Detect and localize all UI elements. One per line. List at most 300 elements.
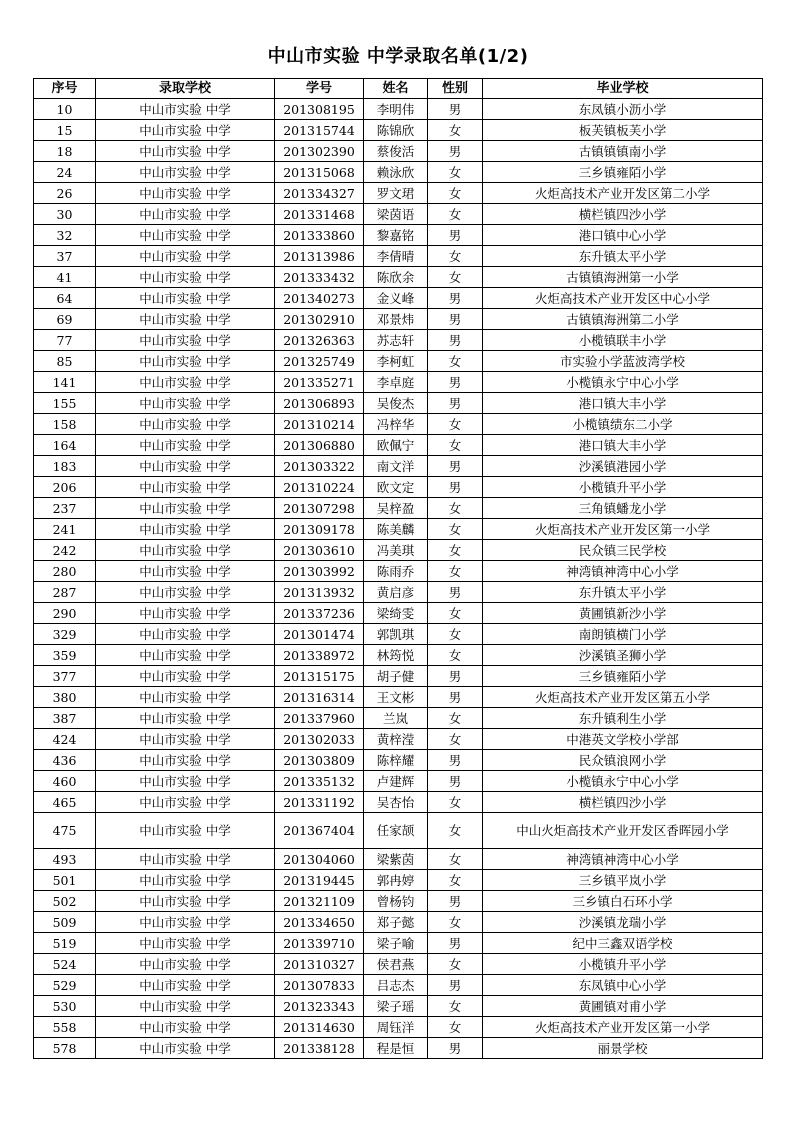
table-header-row bbox=[34, 79, 763, 99]
cell-name: 梁茵语 bbox=[364, 204, 428, 225]
cell-serial: 18 bbox=[34, 141, 96, 162]
cell-admitted-school: 中山市实验 中学 bbox=[96, 750, 275, 771]
cell-admitted-school: 中山市实验 中学 bbox=[96, 975, 275, 996]
cell-admitted-school: 中山市实验 中学 bbox=[96, 99, 275, 120]
table-row bbox=[34, 708, 763, 729]
cell-name: 梁紫茵 bbox=[364, 849, 428, 870]
cell-serial: 424 bbox=[34, 729, 96, 750]
table-row bbox=[34, 954, 763, 975]
table-row bbox=[34, 666, 763, 687]
cell-graduate-school: 黄圃镇新沙小学 bbox=[483, 603, 763, 624]
header-admitted-school: 录取学校 bbox=[96, 79, 275, 99]
table-row bbox=[34, 498, 763, 519]
cell-name: 邓景炜 bbox=[364, 309, 428, 330]
cell-admitted-school: 中山市实验 中学 bbox=[96, 912, 275, 933]
cell-admitted-school: 中山市实验 中学 bbox=[96, 603, 275, 624]
cell-serial: 183 bbox=[34, 456, 96, 477]
cell-gender: 男 bbox=[428, 330, 483, 351]
cell-admitted-school: 中山市实验 中学 bbox=[96, 393, 275, 414]
cell-student-id: 201337236 bbox=[275, 603, 364, 624]
cell-serial: 158 bbox=[34, 414, 96, 435]
cell-name: 吴俊杰 bbox=[364, 393, 428, 414]
header-serial: 序号 bbox=[34, 79, 96, 99]
table-row bbox=[34, 519, 763, 540]
cell-student-id: 201306880 bbox=[275, 435, 364, 456]
cell-student-id: 201315175 bbox=[275, 666, 364, 687]
cell-gender: 女 bbox=[428, 267, 483, 288]
cell-name: 郭冉婷 bbox=[364, 870, 428, 891]
admission-table bbox=[33, 78, 763, 1059]
cell-serial: 377 bbox=[34, 666, 96, 687]
cell-serial: 465 bbox=[34, 792, 96, 813]
cell-name: 罗文珺 bbox=[364, 183, 428, 204]
cell-serial: 77 bbox=[34, 330, 96, 351]
cell-name: 南文洋 bbox=[364, 456, 428, 477]
cell-name: 吴杏怡 bbox=[364, 792, 428, 813]
cell-name: 胡子健 bbox=[364, 666, 428, 687]
cell-gender: 男 bbox=[428, 975, 483, 996]
cell-serial: 10 bbox=[34, 99, 96, 120]
cell-student-id: 201333860 bbox=[275, 225, 364, 246]
cell-gender: 男 bbox=[428, 141, 483, 162]
cell-admitted-school: 中山市实验 中学 bbox=[96, 933, 275, 954]
table-row bbox=[34, 645, 763, 666]
cell-gender: 男 bbox=[428, 582, 483, 603]
cell-student-id: 201321109 bbox=[275, 891, 364, 912]
cell-graduate-school: 中山火炬高技术产业开发区香晖园小学 bbox=[483, 813, 763, 849]
cell-serial: 530 bbox=[34, 996, 96, 1017]
cell-gender: 男 bbox=[428, 666, 483, 687]
table-row bbox=[34, 372, 763, 393]
page-title: 中山市实验 中学录取名单(1/2) bbox=[267, 46, 529, 67]
cell-graduate-school: 港口镇中心小学 bbox=[483, 225, 763, 246]
cell-student-id: 201303610 bbox=[275, 540, 364, 561]
cell-serial: 287 bbox=[34, 582, 96, 603]
cell-serial: 32 bbox=[34, 225, 96, 246]
cell-student-id: 201302033 bbox=[275, 729, 364, 750]
cell-serial: 578 bbox=[34, 1038, 96, 1059]
cell-admitted-school: 中山市实验 中学 bbox=[96, 456, 275, 477]
cell-student-id: 201333432 bbox=[275, 267, 364, 288]
cell-serial: 558 bbox=[34, 1017, 96, 1038]
cell-name: 吴梓盈 bbox=[364, 498, 428, 519]
cell-graduate-school: 小榄镇联丰小学 bbox=[483, 330, 763, 351]
cell-name: 陈欣余 bbox=[364, 267, 428, 288]
cell-gender: 男 bbox=[428, 99, 483, 120]
cell-student-id: 201310327 bbox=[275, 954, 364, 975]
table-row bbox=[34, 1017, 763, 1038]
cell-admitted-school: 中山市实验 中学 bbox=[96, 225, 275, 246]
table-row bbox=[34, 414, 763, 435]
cell-student-id: 201313986 bbox=[275, 246, 364, 267]
header-gender: 性别 bbox=[428, 79, 483, 99]
cell-admitted-school: 中山市实验 中学 bbox=[96, 309, 275, 330]
cell-admitted-school: 中山市实验 中学 bbox=[96, 183, 275, 204]
cell-admitted-school: 中山市实验 中学 bbox=[96, 330, 275, 351]
cell-student-id: 201367404 bbox=[275, 813, 364, 849]
table-row bbox=[34, 687, 763, 708]
cell-gender: 女 bbox=[428, 351, 483, 372]
cell-name: 卢建辉 bbox=[364, 771, 428, 792]
cell-gender: 女 bbox=[428, 540, 483, 561]
cell-gender: 女 bbox=[428, 414, 483, 435]
cell-graduate-school: 沙溪镇港园小学 bbox=[483, 456, 763, 477]
cell-student-id: 201338972 bbox=[275, 645, 364, 666]
cell-gender: 男 bbox=[428, 750, 483, 771]
cell-admitted-school: 中山市实验 中学 bbox=[96, 771, 275, 792]
cell-gender: 女 bbox=[428, 645, 483, 666]
cell-name: 陈锦欣 bbox=[364, 120, 428, 141]
cell-admitted-school: 中山市实验 中学 bbox=[96, 687, 275, 708]
table-row bbox=[34, 351, 763, 372]
cell-name: 侯君燕 bbox=[364, 954, 428, 975]
cell-serial: 280 bbox=[34, 561, 96, 582]
cell-graduate-school: 民众镇三民学校 bbox=[483, 540, 763, 561]
cell-serial: 460 bbox=[34, 771, 96, 792]
table-row bbox=[34, 288, 763, 309]
cell-admitted-school: 中山市实验 中学 bbox=[96, 729, 275, 750]
cell-admitted-school: 中山市实验 中学 bbox=[96, 435, 275, 456]
cell-student-id: 201313932 bbox=[275, 582, 364, 603]
cell-name: 郭凯琪 bbox=[364, 624, 428, 645]
table-row bbox=[34, 246, 763, 267]
cell-serial: 502 bbox=[34, 891, 96, 912]
cell-graduate-school: 东升镇利生小学 bbox=[483, 708, 763, 729]
cell-serial: 436 bbox=[34, 750, 96, 771]
table-row bbox=[34, 330, 763, 351]
cell-serial: 529 bbox=[34, 975, 96, 996]
cell-admitted-school: 中山市实验 中学 bbox=[96, 267, 275, 288]
cell-graduate-school: 火炬高技术产业开发区第五小学 bbox=[483, 687, 763, 708]
cell-graduate-school: 小榄镇绩东二小学 bbox=[483, 414, 763, 435]
cell-graduate-school: 港口镇大丰小学 bbox=[483, 393, 763, 414]
cell-name: 陈美麟 bbox=[364, 519, 428, 540]
cell-serial: 37 bbox=[34, 246, 96, 267]
cell-graduate-school: 沙溪镇龙瑞小学 bbox=[483, 912, 763, 933]
cell-student-id: 201326363 bbox=[275, 330, 364, 351]
cell-student-id: 201315068 bbox=[275, 162, 364, 183]
table-row bbox=[34, 603, 763, 624]
table-row bbox=[34, 162, 763, 183]
table-row bbox=[34, 99, 763, 120]
table-row bbox=[34, 393, 763, 414]
table-row bbox=[34, 120, 763, 141]
cell-serial: 141 bbox=[34, 372, 96, 393]
cell-graduate-school: 中港英文学校小学部 bbox=[483, 729, 763, 750]
cell-admitted-school: 中山市实验 中学 bbox=[96, 813, 275, 849]
cell-student-id: 201302910 bbox=[275, 309, 364, 330]
cell-student-id: 201337960 bbox=[275, 708, 364, 729]
cell-graduate-school: 纪中三鑫双语学校 bbox=[483, 933, 763, 954]
cell-graduate-school: 火炬高技术产业开发区中心小学 bbox=[483, 288, 763, 309]
cell-name: 黄梓滢 bbox=[364, 729, 428, 750]
cell-student-id: 201323343 bbox=[275, 996, 364, 1017]
table-row bbox=[34, 309, 763, 330]
cell-serial: 237 bbox=[34, 498, 96, 519]
cell-graduate-school: 东凤镇小沥小学 bbox=[483, 99, 763, 120]
cell-gender: 男 bbox=[428, 933, 483, 954]
cell-gender: 男 bbox=[428, 309, 483, 330]
cell-student-id: 201303992 bbox=[275, 561, 364, 582]
cell-name: 冯梓华 bbox=[364, 414, 428, 435]
cell-serial: 242 bbox=[34, 540, 96, 561]
table-row bbox=[34, 225, 763, 246]
cell-name: 陈雨乔 bbox=[364, 561, 428, 582]
cell-gender: 男 bbox=[428, 456, 483, 477]
cell-serial: 493 bbox=[34, 849, 96, 870]
cell-graduate-school: 古镇镇海洲第二小学 bbox=[483, 309, 763, 330]
cell-graduate-school: 沙溪镇圣狮小学 bbox=[483, 645, 763, 666]
cell-gender: 女 bbox=[428, 849, 483, 870]
table-row bbox=[34, 540, 763, 561]
cell-gender: 女 bbox=[428, 912, 483, 933]
cell-serial: 501 bbox=[34, 870, 96, 891]
cell-student-id: 201303322 bbox=[275, 456, 364, 477]
table-row bbox=[34, 624, 763, 645]
table-row bbox=[34, 582, 763, 603]
cell-name: 周钰洋 bbox=[364, 1017, 428, 1038]
cell-graduate-school: 古镇镇镇南小学 bbox=[483, 141, 763, 162]
cell-name: 金义峰 bbox=[364, 288, 428, 309]
cell-student-id: 201335271 bbox=[275, 372, 364, 393]
cell-gender: 男 bbox=[428, 891, 483, 912]
cell-admitted-school: 中山市实验 中学 bbox=[96, 414, 275, 435]
cell-gender: 女 bbox=[428, 120, 483, 141]
cell-admitted-school: 中山市实验 中学 bbox=[96, 498, 275, 519]
cell-graduate-school: 神湾镇神湾中心小学 bbox=[483, 849, 763, 870]
cell-admitted-school: 中山市实验 中学 bbox=[96, 519, 275, 540]
cell-student-id: 201309178 bbox=[275, 519, 364, 540]
cell-student-id: 201310224 bbox=[275, 477, 364, 498]
table-row bbox=[34, 141, 763, 162]
cell-serial: 524 bbox=[34, 954, 96, 975]
cell-name: 梁子喻 bbox=[364, 933, 428, 954]
cell-gender: 女 bbox=[428, 624, 483, 645]
cell-admitted-school: 中山市实验 中学 bbox=[96, 120, 275, 141]
cell-student-id: 201340273 bbox=[275, 288, 364, 309]
cell-admitted-school: 中山市实验 中学 bbox=[96, 288, 275, 309]
cell-admitted-school: 中山市实验 中学 bbox=[96, 954, 275, 975]
cell-student-id: 201331468 bbox=[275, 204, 364, 225]
cell-serial: 329 bbox=[34, 624, 96, 645]
cell-serial: 26 bbox=[34, 183, 96, 204]
cell-serial: 206 bbox=[34, 477, 96, 498]
cell-admitted-school: 中山市实验 中学 bbox=[96, 372, 275, 393]
table-row bbox=[34, 870, 763, 891]
cell-student-id: 201335132 bbox=[275, 771, 364, 792]
table-row bbox=[34, 435, 763, 456]
cell-graduate-school: 黄圃镇对甫小学 bbox=[483, 996, 763, 1017]
cell-admitted-school: 中山市实验 中学 bbox=[96, 996, 275, 1017]
cell-gender: 女 bbox=[428, 708, 483, 729]
cell-admitted-school: 中山市实验 中学 bbox=[96, 540, 275, 561]
cell-gender: 男 bbox=[428, 771, 483, 792]
table-row bbox=[34, 813, 763, 849]
cell-graduate-school: 三角镇蟠龙小学 bbox=[483, 498, 763, 519]
cell-serial: 290 bbox=[34, 603, 96, 624]
cell-gender: 女 bbox=[428, 996, 483, 1017]
table-row bbox=[34, 891, 763, 912]
cell-student-id: 201306893 bbox=[275, 393, 364, 414]
table-row bbox=[34, 183, 763, 204]
cell-serial: 387 bbox=[34, 708, 96, 729]
cell-name: 曾杨钧 bbox=[364, 891, 428, 912]
table-row bbox=[34, 561, 763, 582]
cell-graduate-school: 三乡镇白石环小学 bbox=[483, 891, 763, 912]
table-row bbox=[34, 456, 763, 477]
table-row bbox=[34, 729, 763, 750]
cell-gender: 女 bbox=[428, 792, 483, 813]
cell-gender: 女 bbox=[428, 954, 483, 975]
cell-name: 吕志杰 bbox=[364, 975, 428, 996]
cell-admitted-school: 中山市实验 中学 bbox=[96, 624, 275, 645]
cell-gender: 女 bbox=[428, 519, 483, 540]
cell-name: 林筠悦 bbox=[364, 645, 428, 666]
cell-admitted-school: 中山市实验 中学 bbox=[96, 708, 275, 729]
header-name: 姓名 bbox=[364, 79, 428, 99]
table-row bbox=[34, 975, 763, 996]
cell-name: 黄启彦 bbox=[364, 582, 428, 603]
table-row bbox=[34, 477, 763, 498]
cell-student-id: 201310214 bbox=[275, 414, 364, 435]
cell-graduate-school: 三乡镇平岚小学 bbox=[483, 870, 763, 891]
table-row bbox=[34, 912, 763, 933]
cell-admitted-school: 中山市实验 中学 bbox=[96, 477, 275, 498]
table-row bbox=[34, 1038, 763, 1059]
cell-student-id: 201319445 bbox=[275, 870, 364, 891]
cell-gender: 女 bbox=[428, 561, 483, 582]
cell-graduate-school: 板芙镇板芙小学 bbox=[483, 120, 763, 141]
cell-student-id: 201308195 bbox=[275, 99, 364, 120]
header-student-id: 学号 bbox=[275, 79, 364, 99]
cell-student-id: 201331192 bbox=[275, 792, 364, 813]
cell-gender: 女 bbox=[428, 603, 483, 624]
cell-serial: 359 bbox=[34, 645, 96, 666]
cell-gender: 女 bbox=[428, 870, 483, 891]
cell-serial: 15 bbox=[34, 120, 96, 141]
cell-graduate-school: 横栏镇四沙小学 bbox=[483, 204, 763, 225]
cell-name: 郑子懿 bbox=[364, 912, 428, 933]
cell-admitted-school: 中山市实验 中学 bbox=[96, 351, 275, 372]
cell-graduate-school: 小榄镇永宁中心小学 bbox=[483, 372, 763, 393]
cell-serial: 41 bbox=[34, 267, 96, 288]
cell-name: 欧佩宁 bbox=[364, 435, 428, 456]
cell-student-id: 201303809 bbox=[275, 750, 364, 771]
cell-student-id: 201302390 bbox=[275, 141, 364, 162]
cell-name: 李明伟 bbox=[364, 99, 428, 120]
cell-student-id: 201338128 bbox=[275, 1038, 364, 1059]
cell-gender: 女 bbox=[428, 813, 483, 849]
cell-graduate-school: 火炬高技术产业开发区第一小学 bbox=[483, 519, 763, 540]
cell-gender: 男 bbox=[428, 687, 483, 708]
cell-name: 黎嘉铭 bbox=[364, 225, 428, 246]
cell-graduate-school: 古镇镇海洲第一小学 bbox=[483, 267, 763, 288]
cell-name: 梁子瑶 bbox=[364, 996, 428, 1017]
cell-serial: 30 bbox=[34, 204, 96, 225]
cell-student-id: 201314630 bbox=[275, 1017, 364, 1038]
cell-admitted-school: 中山市实验 中学 bbox=[96, 204, 275, 225]
cell-admitted-school: 中山市实验 中学 bbox=[96, 561, 275, 582]
cell-admitted-school: 中山市实验 中学 bbox=[96, 246, 275, 267]
cell-student-id: 201334327 bbox=[275, 183, 364, 204]
cell-name: 冯美琪 bbox=[364, 540, 428, 561]
cell-serial: 164 bbox=[34, 435, 96, 456]
cell-admitted-school: 中山市实验 中学 bbox=[96, 645, 275, 666]
cell-gender: 女 bbox=[428, 1017, 483, 1038]
cell-graduate-school: 南朗镇横门小学 bbox=[483, 624, 763, 645]
cell-name: 程是恒 bbox=[364, 1038, 428, 1059]
table-row bbox=[34, 933, 763, 954]
cell-gender: 女 bbox=[428, 498, 483, 519]
cell-admitted-school: 中山市实验 中学 bbox=[96, 891, 275, 912]
table-row bbox=[34, 792, 763, 813]
cell-gender: 男 bbox=[428, 372, 483, 393]
cell-name: 兰岚 bbox=[364, 708, 428, 729]
cell-graduate-school: 三乡镇雍陌小学 bbox=[483, 666, 763, 687]
cell-name: 任家颉 bbox=[364, 813, 428, 849]
cell-name: 梁绮雯 bbox=[364, 603, 428, 624]
cell-name: 蔡俊活 bbox=[364, 141, 428, 162]
cell-graduate-school: 横栏镇四沙小学 bbox=[483, 792, 763, 813]
cell-gender: 女 bbox=[428, 204, 483, 225]
cell-gender: 男 bbox=[428, 288, 483, 309]
cell-graduate-school: 小榄镇升平小学 bbox=[483, 477, 763, 498]
cell-gender: 男 bbox=[428, 393, 483, 414]
cell-graduate-school: 东升镇太平小学 bbox=[483, 582, 763, 603]
cell-graduate-school: 三乡镇雍陌小学 bbox=[483, 162, 763, 183]
cell-admitted-school: 中山市实验 中学 bbox=[96, 1017, 275, 1038]
cell-serial: 69 bbox=[34, 309, 96, 330]
header-graduate-school: 毕业学校 bbox=[483, 79, 763, 99]
cell-student-id: 201315744 bbox=[275, 120, 364, 141]
table-row bbox=[34, 750, 763, 771]
cell-graduate-school: 火炬高技术产业开发区第二小学 bbox=[483, 183, 763, 204]
cell-name: 欧文定 bbox=[364, 477, 428, 498]
cell-name: 李柯虹 bbox=[364, 351, 428, 372]
table-body bbox=[34, 99, 763, 1059]
cell-gender: 男 bbox=[428, 1038, 483, 1059]
cell-admitted-school: 中山市实验 中学 bbox=[96, 1038, 275, 1059]
table-row bbox=[34, 267, 763, 288]
cell-graduate-school: 丽景学校 bbox=[483, 1038, 763, 1059]
cell-name: 王文彬 bbox=[364, 687, 428, 708]
cell-graduate-school: 港口镇大丰小学 bbox=[483, 435, 763, 456]
cell-name: 赖泳欣 bbox=[364, 162, 428, 183]
cell-student-id: 201307298 bbox=[275, 498, 364, 519]
cell-student-id: 201325749 bbox=[275, 351, 364, 372]
table-row bbox=[34, 204, 763, 225]
cell-name: 李卓庭 bbox=[364, 372, 428, 393]
cell-serial: 24 bbox=[34, 162, 96, 183]
cell-admitted-school: 中山市实验 中学 bbox=[96, 792, 275, 813]
cell-graduate-school: 小榄镇升平小学 bbox=[483, 954, 763, 975]
cell-graduate-school: 市实验小学蓝波湾学校 bbox=[483, 351, 763, 372]
cell-serial: 519 bbox=[34, 933, 96, 954]
cell-admitted-school: 中山市实验 中学 bbox=[96, 582, 275, 603]
cell-student-id: 201339710 bbox=[275, 933, 364, 954]
table-row bbox=[34, 771, 763, 792]
table-row bbox=[34, 849, 763, 870]
cell-serial: 475 bbox=[34, 813, 96, 849]
cell-admitted-school: 中山市实验 中学 bbox=[96, 849, 275, 870]
table-row bbox=[34, 996, 763, 1017]
cell-graduate-school: 火炬高技术产业开发区第一小学 bbox=[483, 1017, 763, 1038]
cell-student-id: 201301474 bbox=[275, 624, 364, 645]
cell-student-id: 201304060 bbox=[275, 849, 364, 870]
cell-admitted-school: 中山市实验 中学 bbox=[96, 870, 275, 891]
cell-admitted-school: 中山市实验 中学 bbox=[96, 666, 275, 687]
cell-gender: 女 bbox=[428, 246, 483, 267]
